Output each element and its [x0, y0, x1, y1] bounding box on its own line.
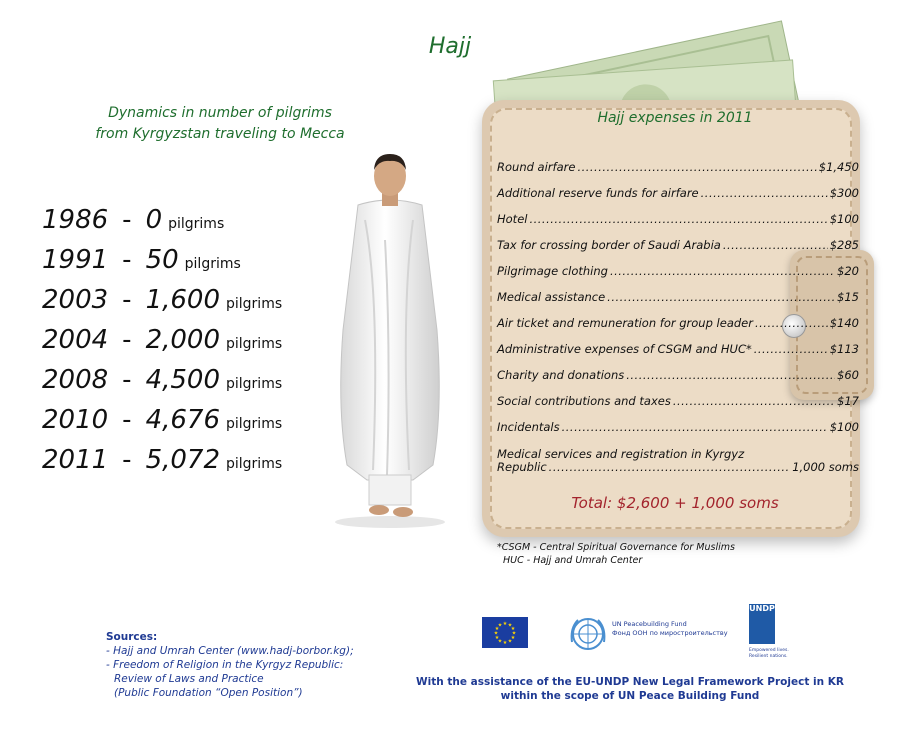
pilgrim-count: 4,676 — [145, 405, 220, 435]
year: 2004 — [42, 325, 109, 355]
expense-item — [497, 186, 859, 212]
expense-item — [497, 264, 859, 290]
expense-item — [497, 368, 859, 394]
expense-item — [497, 342, 859, 368]
year: 2003 — [42, 285, 109, 315]
svg-text:★: ★ — [497, 622, 503, 629]
svg-text:★: ★ — [507, 622, 513, 629]
leader-dots — [607, 290, 835, 304]
svg-text:★: ★ — [494, 635, 500, 641]
assistance-line2: within the scope of UN Peace Building Fund — [500, 690, 760, 702]
expense-label: Medical assistance — [497, 290, 606, 304]
unit-label: pilgrims — [226, 376, 283, 392]
expense-value: $100 — [829, 420, 859, 434]
list-item — [42, 400, 282, 440]
svg-text:★: ★ — [497, 638, 503, 645]
expense-label: Tax for crossing border of Saudi Arabia — [497, 238, 721, 252]
svg-text:★: ★ — [510, 626, 516, 632]
assistance-line1: With the assistance of the EU-UNDP New Legal Framework Project in KR — [416, 676, 844, 688]
separator: - — [122, 245, 132, 275]
unit-label: pilgrims — [226, 416, 283, 432]
expenses-title: Hajj expenses in 2011 — [597, 110, 753, 126]
pilgrim-count: 0 — [145, 205, 163, 235]
svg-text:★: ★ — [493, 630, 499, 637]
unit-label: pilgrims — [226, 336, 283, 352]
list-item — [42, 320, 282, 360]
pilgrim-illustration — [325, 150, 455, 530]
expense-item — [497, 316, 859, 342]
unit-label: pilgrims — [226, 456, 283, 472]
list-item — [42, 240, 282, 280]
expense-label: Social contributions and taxes — [497, 394, 671, 408]
expense-item — [497, 238, 859, 264]
source-line: Review of Laws and Practice — [114, 673, 264, 685]
assistance-note — [400, 675, 860, 703]
expense-value: $17 — [837, 394, 859, 408]
separator: - — [122, 405, 132, 435]
page-title: Hajj — [428, 34, 472, 59]
expenses-total: Total: $2,600 + 1,000 soms — [571, 494, 779, 512]
expense-value: $113 — [829, 342, 859, 356]
svg-text:★: ★ — [502, 621, 508, 627]
unit-label: pilgrims — [184, 256, 241, 272]
dynamics-heading-line2: from Kyrgyzstan traveling to Mecca — [95, 126, 345, 142]
pilgrim-count: 1,600 — [145, 285, 220, 315]
list-item — [42, 360, 282, 400]
pilgrim-count: 5,072 — [145, 445, 220, 475]
pilgrim-count: 4,500 — [145, 365, 220, 395]
expense-item — [497, 446, 859, 484]
source-line: - Hajj and Umrah Center (www.hadj-borbor.kg); — [106, 645, 354, 657]
source-line: - Freedom of Religion in the Kyrgyz Republic: — [106, 659, 344, 671]
leader-dots — [610, 264, 835, 278]
un-pbf-line2: Фонд ООН по миростроительству — [612, 629, 728, 637]
year: 1991 — [42, 245, 109, 275]
expense-label: Hotel — [497, 212, 528, 226]
expense-value: $1,450 — [818, 160, 859, 174]
leader-dots — [701, 186, 828, 200]
separator: - — [122, 285, 132, 315]
leader-dots — [754, 342, 828, 356]
list-item — [42, 440, 282, 480]
leader-dots — [755, 316, 828, 330]
list-item — [42, 280, 282, 320]
expense-label: Pilgrimage clothing — [497, 264, 608, 278]
expense-item — [497, 160, 859, 186]
separator: - — [122, 365, 132, 395]
undp-logo — [749, 604, 789, 670]
expense-label: Incidentals — [497, 420, 560, 434]
expenses-list — [497, 160, 859, 484]
list-item — [42, 200, 282, 240]
un-pbf-line1: UN Peacebuilding Fund — [612, 620, 687, 628]
year: 2011 — [42, 445, 109, 475]
pilgrim-count: 2,000 — [145, 325, 220, 355]
expense-value: $300 — [829, 186, 859, 200]
undp-text: UNDP — [749, 604, 775, 644]
leader-dots — [673, 394, 835, 408]
footnote-line2: HUC - Hajj and Umrah Center — [503, 555, 643, 566]
expense-value: 1,000 soms — [792, 460, 859, 474]
year: 1986 — [42, 205, 109, 235]
unit-label: pilgrims — [226, 296, 283, 312]
leader-dots — [562, 420, 828, 434]
pilgrim-count: 50 — [145, 245, 179, 275]
expense-label: Administrative expenses of CSGM and HUC* — [497, 342, 752, 356]
expense-label-line2: Republic — [497, 460, 547, 474]
footnote-line1: *CSGM - Central Spiritual Governance for Muslims — [497, 542, 735, 553]
eu-flag-logo — [482, 617, 528, 648]
separator: - — [122, 325, 132, 355]
source-line: (Public Foundation “Open Position”) — [114, 687, 303, 699]
svg-text:★: ★ — [494, 626, 500, 632]
leader-dots — [549, 461, 791, 474]
expense-label: Charity and donations — [497, 368, 625, 382]
sources-block — [106, 630, 354, 700]
leader-dots — [529, 212, 827, 226]
svg-text:★: ★ — [510, 635, 516, 641]
expense-value: $20 — [837, 264, 859, 278]
expense-item — [497, 290, 859, 316]
expense-value: $15 — [837, 290, 859, 304]
expense-item — [497, 394, 859, 420]
sources-heading: Sources: — [106, 631, 158, 643]
leader-dots — [723, 238, 828, 252]
expense-label: Round airfare — [497, 160, 576, 174]
expense-label-line1: Medical services and registration in Kyrgyz — [497, 447, 745, 461]
expense-value: $285 — [829, 238, 859, 252]
expense-value: $140 — [829, 316, 859, 330]
expense-value: $100 — [829, 212, 859, 226]
leader-dots — [577, 160, 816, 174]
svg-text:★: ★ — [507, 638, 513, 645]
separator: - — [122, 205, 132, 235]
un-emblem-icon — [568, 614, 608, 654]
dynamics-heading — [40, 103, 400, 145]
separator: - — [122, 445, 132, 475]
undp-tagline1: Empowered lives. — [749, 648, 789, 653]
expense-item — [497, 420, 859, 446]
svg-text:★: ★ — [511, 630, 517, 637]
expense-label: Air ticket and remuneration for group leader — [497, 316, 753, 330]
svg-text:★: ★ — [502, 640, 508, 646]
expense-item — [497, 212, 859, 238]
expense-value: $60 — [837, 368, 859, 382]
un-peacebuilding-fund-logo — [568, 614, 728, 654]
footnote — [497, 541, 735, 567]
leader-dots — [626, 368, 835, 382]
undp-tagline2: Resilient nations. — [749, 654, 788, 659]
year: 2010 — [42, 405, 109, 435]
pilgrim-years-list — [42, 200, 282, 480]
unit-label: pilgrims — [168, 216, 225, 232]
expense-label: Additional reserve funds for airfare — [497, 186, 699, 200]
year: 2008 — [42, 365, 109, 395]
dynamics-heading-line1: Dynamics in number of pilgrims — [108, 105, 332, 121]
